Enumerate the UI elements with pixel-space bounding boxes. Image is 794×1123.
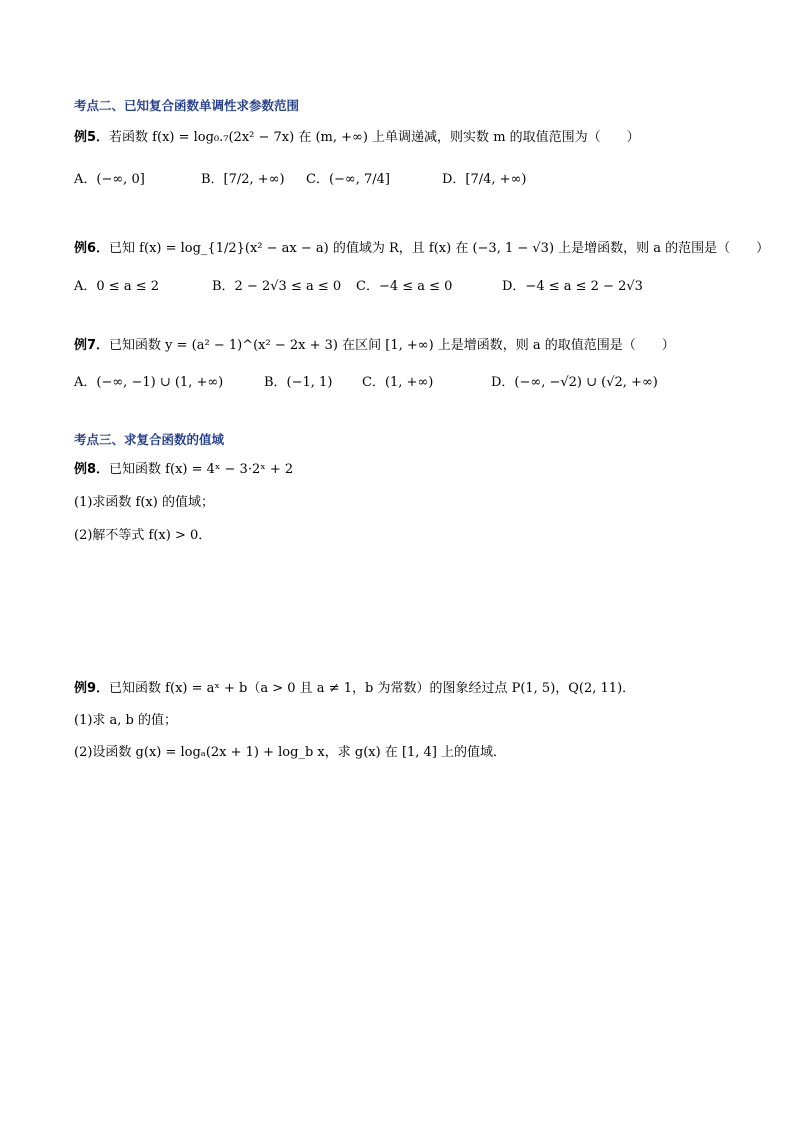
example-label: 例8． [74,462,110,477]
option-d: D．−4 ≤ a ≤ 2 − 2√3 [502,279,643,294]
question-2: (2)设函数 g(x) = logₐ(2x + 1) + log_b x，求 g(x) 在 [1, 4] 上的值域． [74,745,507,760]
example-stem: 已知函数 y = (a² − 1)^(x² − 2x + 3) 在区间 [1, +∞) 上是增函数，则 a 的取值范围是（ ） [109,338,675,353]
question-2: (2)解不等式 f(x) > 0． [74,528,212,543]
option-d: D．[7/4, +∞) [442,172,527,187]
option-a: A．(−∞, −1) ∪ (1, +∞) [74,375,224,390]
option-b: B．(−1, 1) [264,375,333,390]
example-label: 例9． [74,681,110,696]
section-heading-3: 考点三、求复合函数的值域 [74,432,225,447]
example-stem: 已知 f(x) = log_{1/2}(x² − ax − a) 的值域为 R，且 f(x) 在 (−3, 1 − √3) 上是增函数，则 a 的范围是（ ） [109,241,770,256]
example-7 [74,336,675,356]
section-heading-2: 考点二、已知复合函数单调性求参数范围 [74,98,300,113]
option-b: B．[7/2, +∞) [201,172,285,187]
option-c: C．(−∞, 7/4] [306,172,390,187]
question-1: (1)求 a, b 的值； [74,713,178,728]
option-a: A．(−∞, 0] [74,172,145,187]
example-label: 例7． [74,338,110,353]
example-stem: 若函数 f(x) = log₀.₇(2x² − 7x) 在 (m, +∞) 上单调递减，则实数 m 的取值范围为（ ） [109,130,640,145]
option-d: D．(−∞, −√2) ∪ (√2, +∞) [491,375,658,390]
question-1: (1)求函数 f(x) 的值域； [74,495,214,510]
option-b: B．2 − 2√3 ≤ a ≤ 0 [212,279,342,294]
option-a: A．0 ≤ a ≤ 2 [74,279,159,294]
example-label: 例5． [74,130,110,145]
option-c: C．−4 ≤ a ≤ 0 [356,279,453,294]
example-stem: 已知函数 f(x) = 4ˣ − 3·2ˣ + 2 [109,462,294,477]
example-8 [74,460,293,480]
example-label: 例6． [74,241,110,256]
option-c: C．(1, +∞) [362,375,434,390]
example-9 [74,679,635,699]
example-stem: 已知函数 f(x) = aˣ + b（a > 0 且 a ≠ 1，b 为常数）的图象经过点 P(1, 5)，Q(2, 11)． [109,681,636,696]
example-5 [74,128,640,148]
example-6 [74,239,769,259]
